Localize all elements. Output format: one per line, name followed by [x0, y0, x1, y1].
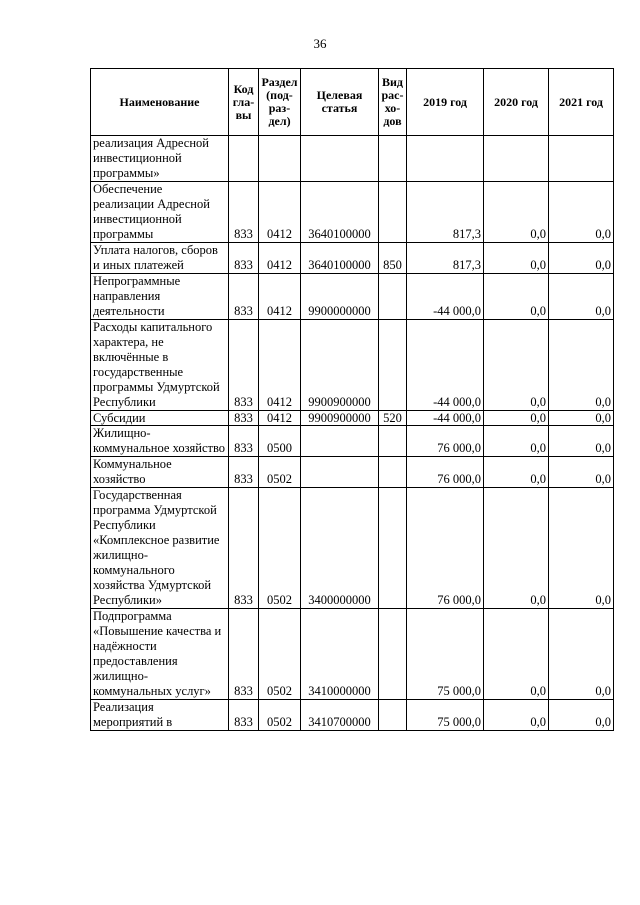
row-target: 3400000000 — [301, 488, 379, 609]
row-2020: 0,0 — [484, 274, 549, 320]
row-section: 0412 — [259, 274, 301, 320]
row-target: 9900000000 — [301, 274, 379, 320]
row-target: 9900900000 — [301, 411, 379, 426]
row-code: 833 — [229, 488, 259, 609]
row-target: 9900900000 — [301, 320, 379, 411]
row-2020: 0,0 — [484, 609, 549, 700]
row-2019 — [407, 136, 484, 182]
table-row — [91, 488, 614, 609]
row-expense — [379, 700, 407, 731]
row-expense — [379, 488, 407, 609]
row-2021: 0,0 — [549, 411, 614, 426]
row-name: Расходы капитального характера, не включённые в государственные программы Удмуртской Республики — [91, 320, 229, 411]
row-2020: 0,0 — [484, 243, 549, 274]
row-2020: 0,0 — [484, 457, 549, 488]
header-expense: Вид рас-хо-дов — [379, 69, 407, 136]
row-code: 833 — [229, 243, 259, 274]
row-2019: -44 000,0 — [407, 320, 484, 411]
row-2019: 76 000,0 — [407, 457, 484, 488]
row-2019: 75 000,0 — [407, 609, 484, 700]
row-name: Подпрограмма «Повышение качества и надёжности предоставления жилищно-коммунальных услуг» — [91, 609, 229, 700]
row-expense: 520 — [379, 411, 407, 426]
table-header-row — [91, 69, 614, 136]
row-section: 0412 — [259, 411, 301, 426]
row-target: 3410700000 — [301, 700, 379, 731]
row-2019: -44 000,0 — [407, 274, 484, 320]
row-name: Государственная программа Удмуртской Республики «Комплексное развитие жилищно-коммунального хозяйства Удмуртской Республики» — [91, 488, 229, 609]
row-expense: 850 — [379, 243, 407, 274]
row-2021: 0,0 — [549, 182, 614, 243]
row-2021: 0,0 — [549, 426, 614, 457]
table-row — [91, 700, 614, 731]
header-name: Наименование — [91, 69, 229, 136]
row-name: реализация Адресной инвестиционной программы» — [91, 136, 229, 182]
budget-table — [90, 68, 614, 731]
row-code: 833 — [229, 609, 259, 700]
row-2021: 0,0 — [549, 243, 614, 274]
row-expense — [379, 609, 407, 700]
row-target: 3640100000 — [301, 182, 379, 243]
row-2019: 76 000,0 — [407, 488, 484, 609]
table-row — [91, 411, 614, 426]
row-name: Уплата налогов, сборов и иных платежей — [91, 243, 229, 274]
row-section: 0412 — [259, 243, 301, 274]
table-row — [91, 182, 614, 243]
table-row — [91, 136, 614, 182]
row-2020: 0,0 — [484, 700, 549, 731]
row-expense — [379, 182, 407, 243]
row-name: Субсидии — [91, 411, 229, 426]
row-code — [229, 136, 259, 182]
row-code: 833 — [229, 320, 259, 411]
row-2021: 0,0 — [549, 274, 614, 320]
table-row — [91, 426, 614, 457]
header-2021: 2021 год — [549, 69, 614, 136]
row-2020: 0,0 — [484, 411, 549, 426]
row-2020: 0,0 — [484, 320, 549, 411]
row-2019: 75 000,0 — [407, 700, 484, 731]
row-2019: -44 000,0 — [407, 411, 484, 426]
header-section: Раздел (под-раз-дел) — [259, 69, 301, 136]
row-target — [301, 136, 379, 182]
row-section — [259, 136, 301, 182]
row-2021: 0,0 — [549, 457, 614, 488]
row-name: Реализация мероприятий в — [91, 700, 229, 731]
row-expense — [379, 136, 407, 182]
row-expense — [379, 457, 407, 488]
row-section: 0502 — [259, 457, 301, 488]
row-code: 833 — [229, 426, 259, 457]
row-target — [301, 426, 379, 457]
row-2021: 0,0 — [549, 609, 614, 700]
row-2020: 0,0 — [484, 426, 549, 457]
row-2019: 817,3 — [407, 182, 484, 243]
table-row — [91, 274, 614, 320]
table-row — [91, 320, 614, 411]
row-2021: 0,0 — [549, 320, 614, 411]
header-code: Код гла-вы — [229, 69, 259, 136]
row-2019: 817,3 — [407, 243, 484, 274]
table-row — [91, 243, 614, 274]
row-2019: 76 000,0 — [407, 426, 484, 457]
row-section: 0412 — [259, 182, 301, 243]
row-section: 0502 — [259, 609, 301, 700]
row-name: Жилищно-коммунальное хозяйство — [91, 426, 229, 457]
row-target — [301, 457, 379, 488]
row-code: 833 — [229, 457, 259, 488]
row-target: 3640100000 — [301, 243, 379, 274]
row-expense — [379, 274, 407, 320]
header-2019: 2019 год — [407, 69, 484, 136]
header-target: Целевая статья — [301, 69, 379, 136]
row-name: Непрограммные направления деятельности — [91, 274, 229, 320]
row-expense — [379, 320, 407, 411]
row-section: 0502 — [259, 488, 301, 609]
row-target: 3410000000 — [301, 609, 379, 700]
row-2020: 0,0 — [484, 488, 549, 609]
row-section: 0502 — [259, 700, 301, 731]
row-code: 833 — [229, 182, 259, 243]
table-row — [91, 457, 614, 488]
header-2020: 2020 год — [484, 69, 549, 136]
row-section: 0412 — [259, 320, 301, 411]
page-number: 36 — [313, 36, 327, 51]
row-section: 0500 — [259, 426, 301, 457]
table-row — [91, 609, 614, 700]
row-name: Обеспечение реализации Адресной инвестиционной программы — [91, 182, 229, 243]
row-2020: 0,0 — [484, 182, 549, 243]
row-code: 833 — [229, 274, 259, 320]
row-code: 833 — [229, 700, 259, 731]
row-2021: 0,0 — [549, 700, 614, 731]
row-2020 — [484, 136, 549, 182]
row-expense — [379, 426, 407, 457]
row-2021: 0,0 — [549, 488, 614, 609]
row-2021 — [549, 136, 614, 182]
row-code: 833 — [229, 411, 259, 426]
row-name: Коммунальное хозяйство — [91, 457, 229, 488]
